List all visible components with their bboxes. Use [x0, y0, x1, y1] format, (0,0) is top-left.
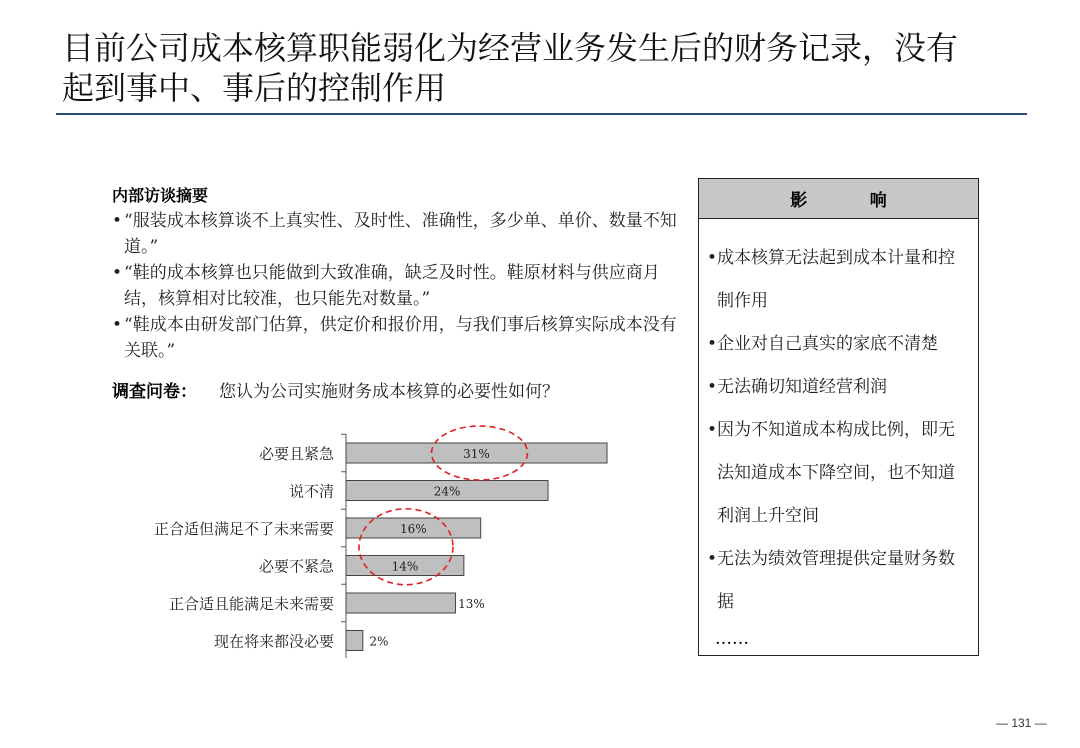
impact-item	[707, 366, 970, 409]
impact-item	[707, 323, 970, 366]
chart-category-label: 正合适但满足不了未来需要	[153, 520, 334, 538]
chart-value-label: 14%	[391, 559, 419, 574]
chart-value-label: 31%	[463, 447, 490, 461]
survey-question: 您认为公司实施财务成本核算的必要性如何？	[219, 382, 559, 402]
page-number: — 131 —	[996, 716, 1047, 730]
chart-category-label: 现在将来都没必要	[213, 632, 334, 651]
chart-category-label: 说不清	[288, 482, 334, 501]
impact-item-text: 成本核算无法起到成本计量和控制作用	[717, 248, 955, 311]
impact-item-text: 企业对自己真实的家底不清楚	[717, 334, 938, 354]
impact-header-right: 响	[869, 191, 887, 211]
impact-panel	[698, 178, 979, 656]
chart-value-label: 16%	[400, 522, 427, 536]
impact-item	[707, 538, 970, 624]
impact-item	[707, 237, 970, 323]
chart-bar	[346, 631, 363, 651]
survey-label: 调查问卷：	[112, 382, 197, 402]
chart-category-label: 必要且紧急	[258, 445, 334, 463]
interview-heading: 内部访谈摘要	[112, 186, 209, 205]
quote-text: “鞋的成本核算也只能做到大致准确，缺乏及时性。鞋原材料与供应商月结，核算相对比较准，也只能先对数量。”	[124, 263, 660, 309]
quote-text: “鞋成本由研发部门估算，供定价和报价用，与我们事后核算实际成本没有关联。”	[124, 315, 677, 361]
bullet-dot: •	[707, 248, 718, 268]
impact-ellipsis: ……	[715, 629, 749, 649]
impact-item-text: 无法确切知道经营利润	[717, 377, 887, 397]
chart-category-label: 正合适且能满足未来需要	[168, 595, 334, 613]
title-line-2: 起到事中、事后的控制作用	[62, 69, 447, 107]
bullet-dot: •	[112, 211, 123, 231]
bullet-dot: •	[707, 334, 718, 354]
impact-item-text: 无法为绩效管理提供定量财务数据	[717, 549, 955, 612]
chart-category-label: 必要不紧急	[258, 557, 334, 576]
chart-value-label: 2%	[369, 634, 389, 649]
quote-text: “服装成本核算谈不上真实性、及时性、准确性，多少单、单价、数量不知道。”	[124, 211, 677, 257]
bullet-dot: •	[112, 263, 123, 283]
chart-bar	[346, 593, 455, 613]
bullet-dot: •	[707, 377, 718, 397]
impact-list	[699, 219, 978, 654]
impact-header-left: 影	[790, 191, 808, 211]
chart-value-label: 24%	[433, 484, 461, 499]
bullet-dot: •	[707, 420, 718, 440]
impact-item	[707, 409, 970, 538]
chart-value-label: 13%	[458, 597, 485, 611]
title-line-1: 目前公司成本核算职能弱化为经营业务发生后的财务记录，没有	[62, 29, 959, 67]
bullet-dot: •	[112, 315, 123, 335]
impact-item-text: 因为不知道成本构成比例，即无法知道成本下降空间，也不知道利润上升空间	[717, 420, 955, 526]
bullet-dot: •	[707, 549, 718, 569]
impact-header	[699, 179, 978, 219]
